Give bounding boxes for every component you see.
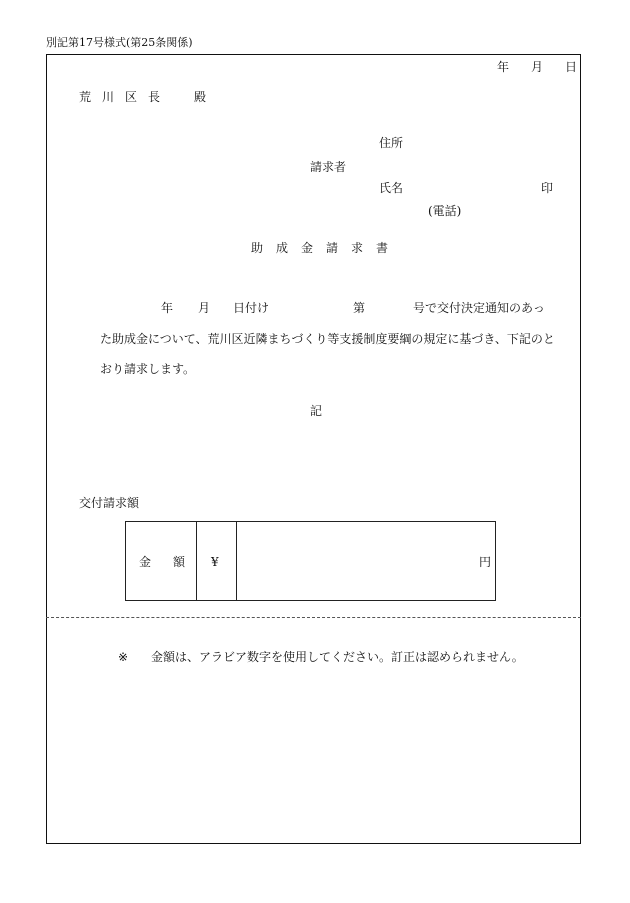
- note-mark: ※: [118, 650, 129, 664]
- document-title: 助成金請求書: [251, 241, 402, 255]
- body-line-2: た助成金について、荒川区近隣まちづくり等支援制度要綱の規定に基づき、下記のと: [100, 332, 555, 346]
- amount-label: 交付請求額: [79, 496, 140, 510]
- dashed-divider: [46, 617, 581, 618]
- amount-cell-label: 金額: [139, 555, 208, 569]
- addressee: 荒川区長 殿: [79, 90, 218, 104]
- phone-label: (電話): [428, 204, 462, 218]
- body-number-suffix: 号で交付決定通知のあっ: [413, 301, 545, 315]
- body-dated: 日付け: [233, 301, 270, 315]
- body-line-3: おり請求します。: [100, 362, 196, 376]
- body-month: 月: [198, 301, 211, 315]
- date-year-label: 年: [497, 60, 510, 74]
- form-reference: 別記第17号様式(第25条関係): [46, 36, 193, 49]
- date-month-label: 月: [531, 60, 544, 74]
- name-label: 氏名: [379, 181, 404, 195]
- ki-heading: 記: [310, 404, 323, 418]
- yen-unit: 円: [479, 555, 492, 569]
- body-year: 年: [161, 301, 174, 315]
- yen-sign: ¥: [211, 555, 219, 569]
- address-label: 住所: [379, 136, 404, 150]
- body-number-prefix: 第: [353, 301, 366, 315]
- table-divider: [236, 522, 237, 600]
- amount-table: [125, 521, 496, 601]
- amount-input[interactable]: [238, 524, 468, 598]
- seal-mark: 印: [541, 181, 554, 195]
- requester-label: 請求者: [310, 160, 347, 174]
- note-text: 金額は、アラビア数字を使用してください。訂正は認められません。: [151, 650, 524, 664]
- date-day-label: 日: [565, 60, 578, 74]
